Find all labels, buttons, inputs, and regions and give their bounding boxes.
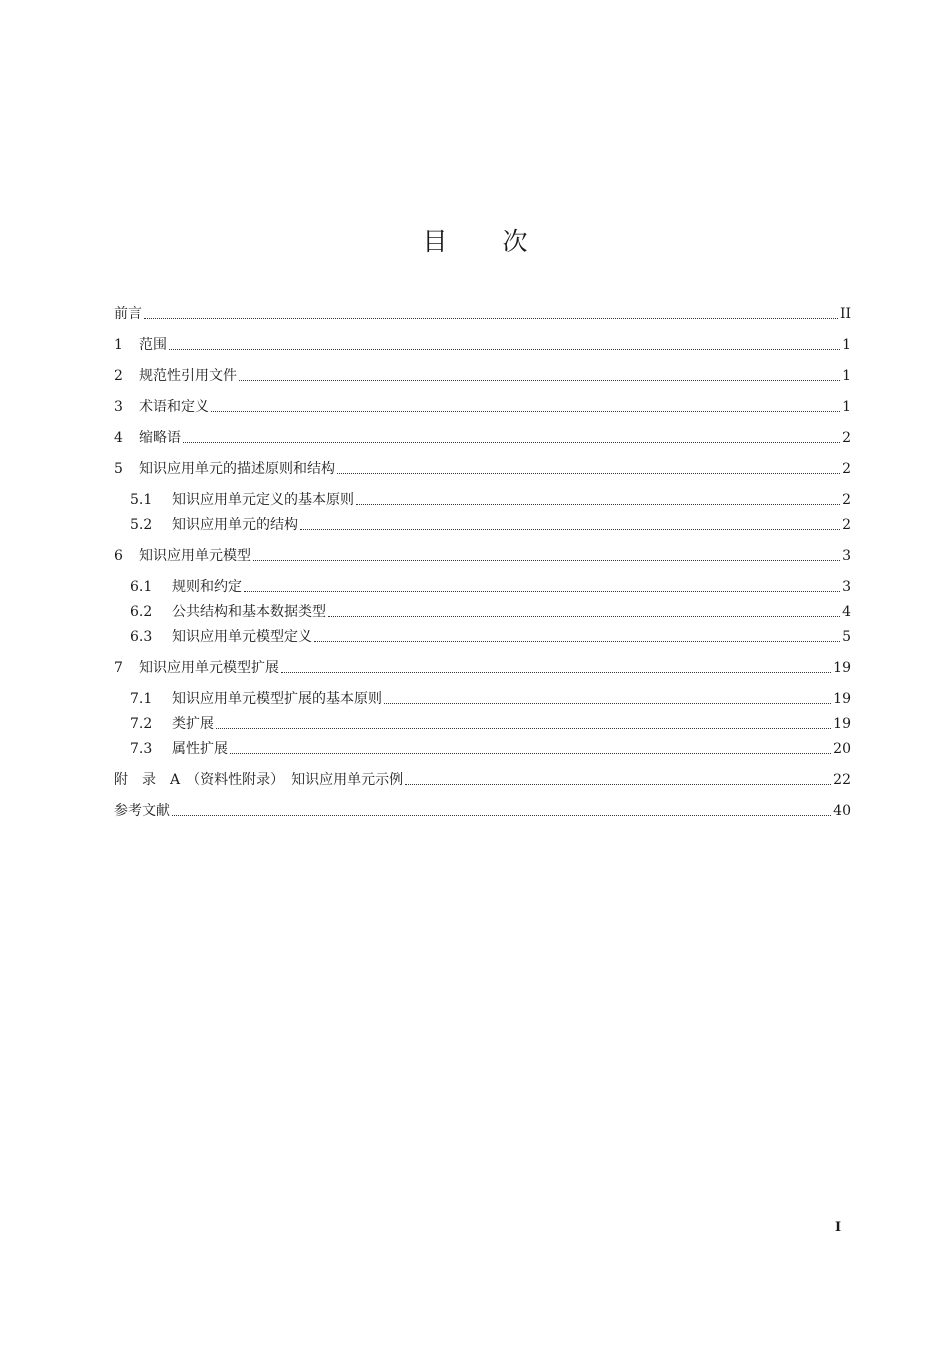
toc-entry-label: 知识应用单元模型定义 <box>172 629 312 645</box>
toc-leader-dots <box>216 728 831 729</box>
toc-entry-7[interactable] <box>114 658 851 678</box>
toc-leader-dots <box>328 616 840 617</box>
toc-leader-dots <box>314 641 840 642</box>
toc-entry-3[interactable] <box>114 397 851 417</box>
toc-leader-dots <box>253 560 840 561</box>
toc-entry-6-2[interactable] <box>114 602 851 622</box>
toc-entry-page: 2 <box>842 430 851 446</box>
toc-title <box>0 222 950 258</box>
toc-entry-4[interactable] <box>114 428 851 448</box>
toc-title-char-1: 目 <box>422 227 448 256</box>
toc-entry-page: 1 <box>842 368 851 384</box>
toc-leader-dots <box>337 473 840 474</box>
toc-entry-label: 知识应用单元定义的基本原则 <box>172 492 354 508</box>
toc-entry-page: 2 <box>842 461 851 477</box>
toc-entry-label: 前言 <box>114 306 142 322</box>
toc-entry-page: 3 <box>842 579 851 595</box>
toc-leader-dots <box>211 411 840 412</box>
toc-entry-label: 规范性引用文件 <box>139 368 237 384</box>
toc-entry-label: 知识应用单元模型扩展的基本原则 <box>172 691 382 707</box>
toc-entry-number: 6.3 <box>130 629 153 645</box>
toc-entry-number: 5.2 <box>130 517 153 533</box>
toc-entry-page: 4 <box>842 604 851 620</box>
toc-leader-dots <box>281 672 831 673</box>
toc-entry-label: 类扩展 <box>172 716 214 732</box>
toc-entry-7-1[interactable] <box>114 689 851 709</box>
toc-leader-dots <box>239 380 840 381</box>
toc-leader-dots <box>244 591 840 592</box>
toc-entry-number: 4 <box>114 430 123 446</box>
toc-entry-number: 7.2 <box>130 716 153 732</box>
toc-leader-dots <box>172 815 831 816</box>
toc-leader-dots <box>300 529 840 530</box>
toc-entry-label: 缩略语 <box>139 430 181 446</box>
toc-leader-dots <box>230 753 831 754</box>
toc-leader-dots <box>144 318 838 319</box>
toc-entry-bibliography[interactable] <box>114 801 851 821</box>
toc-entry-7-2[interactable] <box>114 714 851 734</box>
toc-entry-number: 6.1 <box>130 579 153 595</box>
toc-entry-number: 7 <box>114 660 123 676</box>
toc-entry-7-3[interactable] <box>114 739 851 759</box>
toc-entry-number: 1 <box>114 337 123 353</box>
toc-entry-page: 1 <box>842 399 851 415</box>
toc-leader-dots <box>183 442 840 443</box>
table-of-contents <box>114 300 851 821</box>
toc-entry-number: 2 <box>114 368 123 384</box>
toc-entry-page: 19 <box>833 691 851 707</box>
toc-entry-5[interactable] <box>114 459 851 479</box>
toc-entry-page: 1 <box>842 337 851 353</box>
toc-entry-5-2[interactable] <box>114 515 851 535</box>
toc-leader-dots <box>384 703 831 704</box>
toc-entry-page: 40 <box>833 803 851 819</box>
toc-entry-page: 22 <box>833 772 851 788</box>
toc-entry-label: 范围 <box>139 337 167 353</box>
toc-entry-label: 知识应用单元的结构 <box>172 517 298 533</box>
toc-entry-page: 5 <box>842 629 851 645</box>
toc-entry-label: 公共结构和基本数据类型 <box>172 604 326 620</box>
toc-entry-label: 知识应用单元模型扩展 <box>139 660 279 676</box>
toc-entry-6-1[interactable] <box>114 577 851 597</box>
toc-entry-label: 知识应用单元模型 <box>139 548 251 564</box>
page-number: I <box>835 1220 842 1235</box>
toc-entry-page: 19 <box>833 660 851 676</box>
toc-entry-label: 参考文献 <box>114 803 170 819</box>
toc-entry-foreword[interactable] <box>114 304 851 324</box>
toc-leader-dots <box>169 349 840 350</box>
toc-entry-page: 20 <box>833 741 851 757</box>
toc-entry-label: 知识应用单元的描述原则和结构 <box>139 461 335 477</box>
toc-entry-2[interactable] <box>114 366 851 386</box>
toc-entry-label: 术语和定义 <box>139 399 209 415</box>
toc-entry-6-3[interactable] <box>114 627 851 647</box>
toc-entry-number: 6.2 <box>130 604 153 620</box>
toc-entry-label: （资料性附录） 知识应用单元示例 <box>186 772 404 788</box>
toc-entry-number: 5 <box>114 461 123 477</box>
toc-entry-number: 5.1 <box>130 492 153 508</box>
toc-entry-page: 19 <box>833 716 851 732</box>
toc-entry-page: 2 <box>842 517 851 533</box>
toc-entry-page: 2 <box>842 492 851 508</box>
toc-entry-5-1[interactable] <box>114 490 851 510</box>
toc-entry-number: 7.1 <box>130 691 153 707</box>
toc-entry-appendix-a[interactable] <box>114 770 851 790</box>
toc-entry-number: 3 <box>114 399 123 415</box>
toc-entry-number: 附 录 A <box>114 772 181 788</box>
toc-entry-page: 3 <box>842 548 851 564</box>
toc-entry-number: 7.3 <box>130 741 153 757</box>
toc-leader-dots <box>405 784 831 785</box>
toc-entry-1[interactable] <box>114 335 851 355</box>
toc-entry-number: 6 <box>114 548 123 564</box>
toc-entry-label: 规则和约定 <box>172 579 242 595</box>
toc-title-char-2: 次 <box>502 227 528 256</box>
toc-entry-6[interactable] <box>114 546 851 566</box>
toc-entry-label: 属性扩展 <box>172 741 228 757</box>
toc-leader-dots <box>356 504 840 505</box>
toc-entry-page: II <box>839 306 851 322</box>
